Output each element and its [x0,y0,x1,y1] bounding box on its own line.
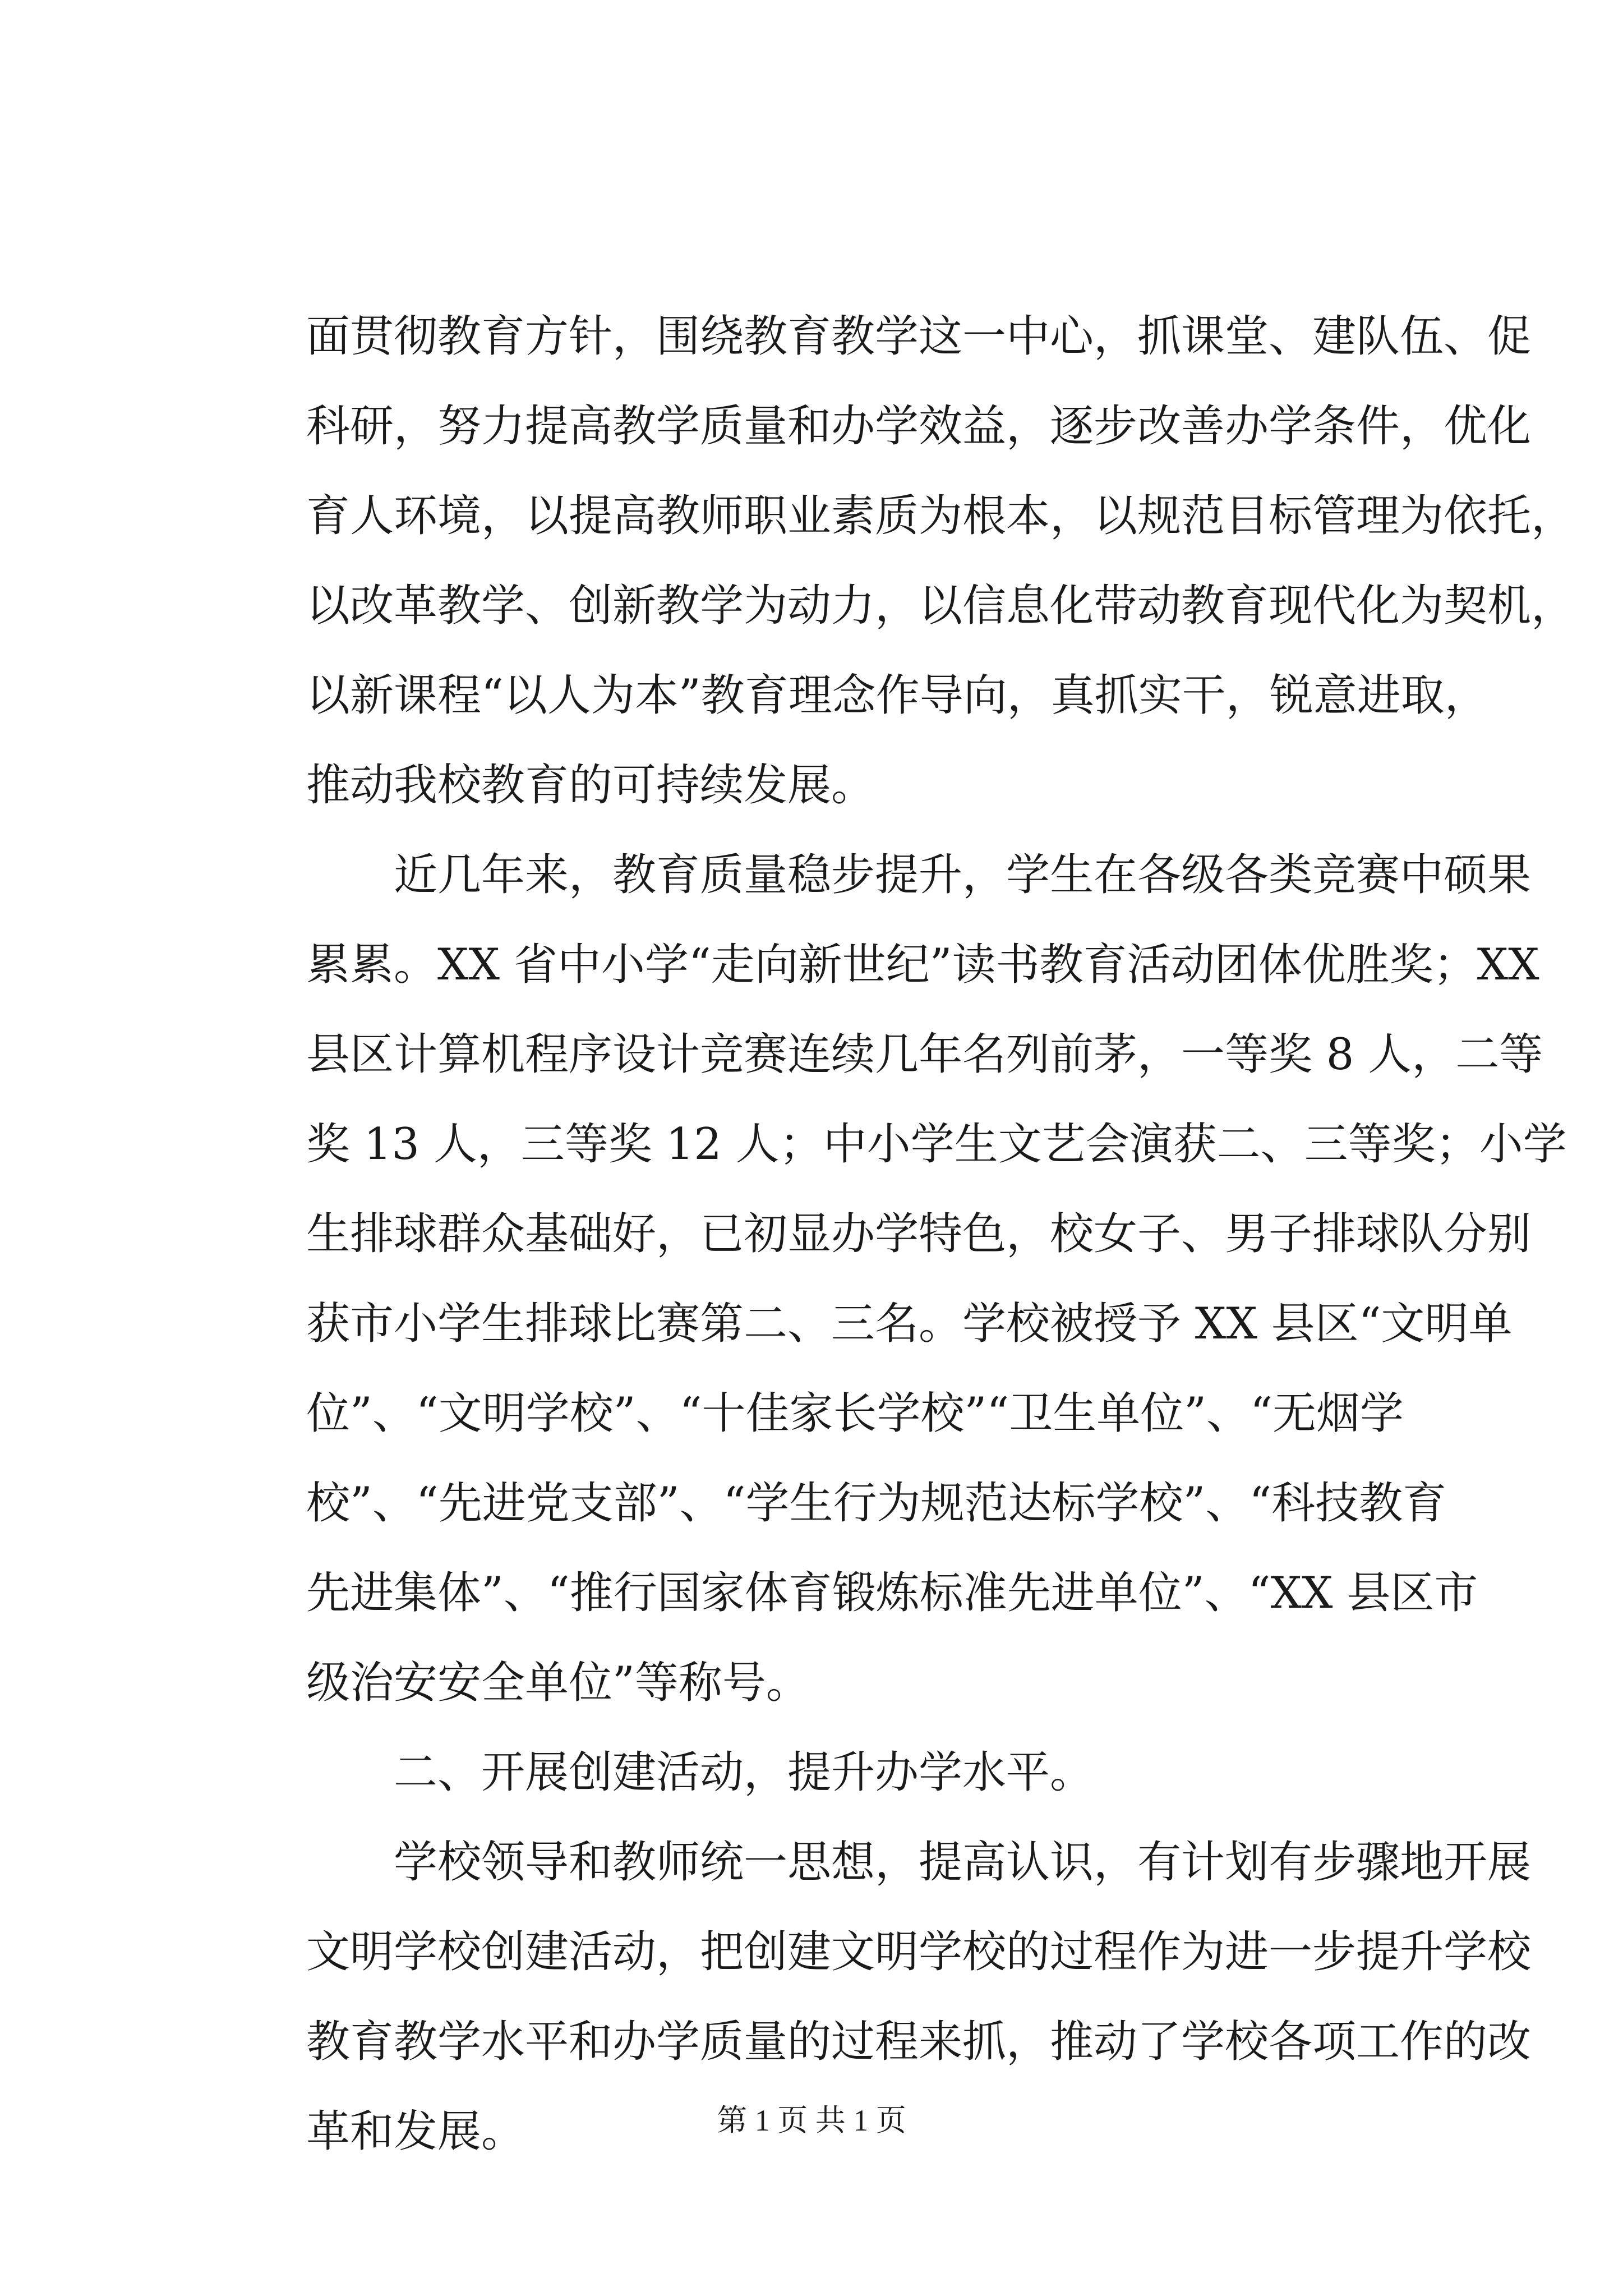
text-line: 育人环境，以提高教师职业素质为根本，以规范目标管理为依托， [306,491,1575,541]
text-line: 先进集体”、“推行国家体育锻炼标准先进单位”、“XX 县区市 [306,1568,1478,1618]
page-number: 第 1 页 共 1 页 [717,2104,906,2137]
text-line: 以改革教学、创新教学为动力，以信息化带动教育现代化为契机， [306,581,1575,631]
page-footer [0,2098,1623,2143]
paragraph-first-line: 近几年来，教育质量稳步提升，学生在各级各类竞赛中硕果 [394,850,1532,900]
text-line: 县区计算机程序设计竞赛连续几年名列前茅，一等奖 8 人，二等 [306,1029,1543,1080]
document-body [306,292,1575,2177]
text-line: 级治安安全单位”等称号。 [306,1658,810,1708]
text-line: 推动我校教育的可持续发展。 [306,760,875,811]
text-line: 生排球群众基础好，已初显办学特色，校女子、男子排球队分别 [306,1209,1532,1259]
text-line: 累累。XX 省中小学“走向新世纪”读书教育活动团体优胜奖；XX [306,940,1539,990]
text-line: 革和发展。 [306,2106,525,2157]
text-line: 以新课程“以人为本”教育理念作导向，真抓实干，锐意进取， [306,670,1488,721]
text-line: 获市小学生排球比赛第二、三名。学校被授予 XX 县区“文明单 [306,1299,1513,1349]
text-line: 科研，努力提高教学质量和办学效益，逐步改善办学条件，优化 [306,401,1532,452]
text-line: 校”、“先进党支部”、“学生行为规范达标学校”、“科技教育 [306,1478,1447,1529]
text-line: 面贯彻教育方针，围绕教育教学这一中心，抓课堂、建队伍、促 [306,311,1532,362]
paragraph-first-line: 学校领导和教师统一思想，提高认识，有计划有步骤地开展 [394,1837,1532,1888]
text-line: 位”、“文明学校”、“十佳家长学校”“卫生单位”、“无烟学 [306,1388,1404,1439]
text-line: 教育教学水平和办学质量的过程来抓，推动了学校各项工作的改 [306,2017,1532,2067]
section-heading: 二、开展创建活动，提升办学水平。 [394,1747,1094,1798]
text-line: 奖 13 人，三等奖 12 人；中小学生文艺会演获二、三等奖；小学 [306,1119,1567,1170]
text-line: 文明学校创建活动，把创建文明学校的过程作为进一步提升学校 [306,1927,1532,1977]
